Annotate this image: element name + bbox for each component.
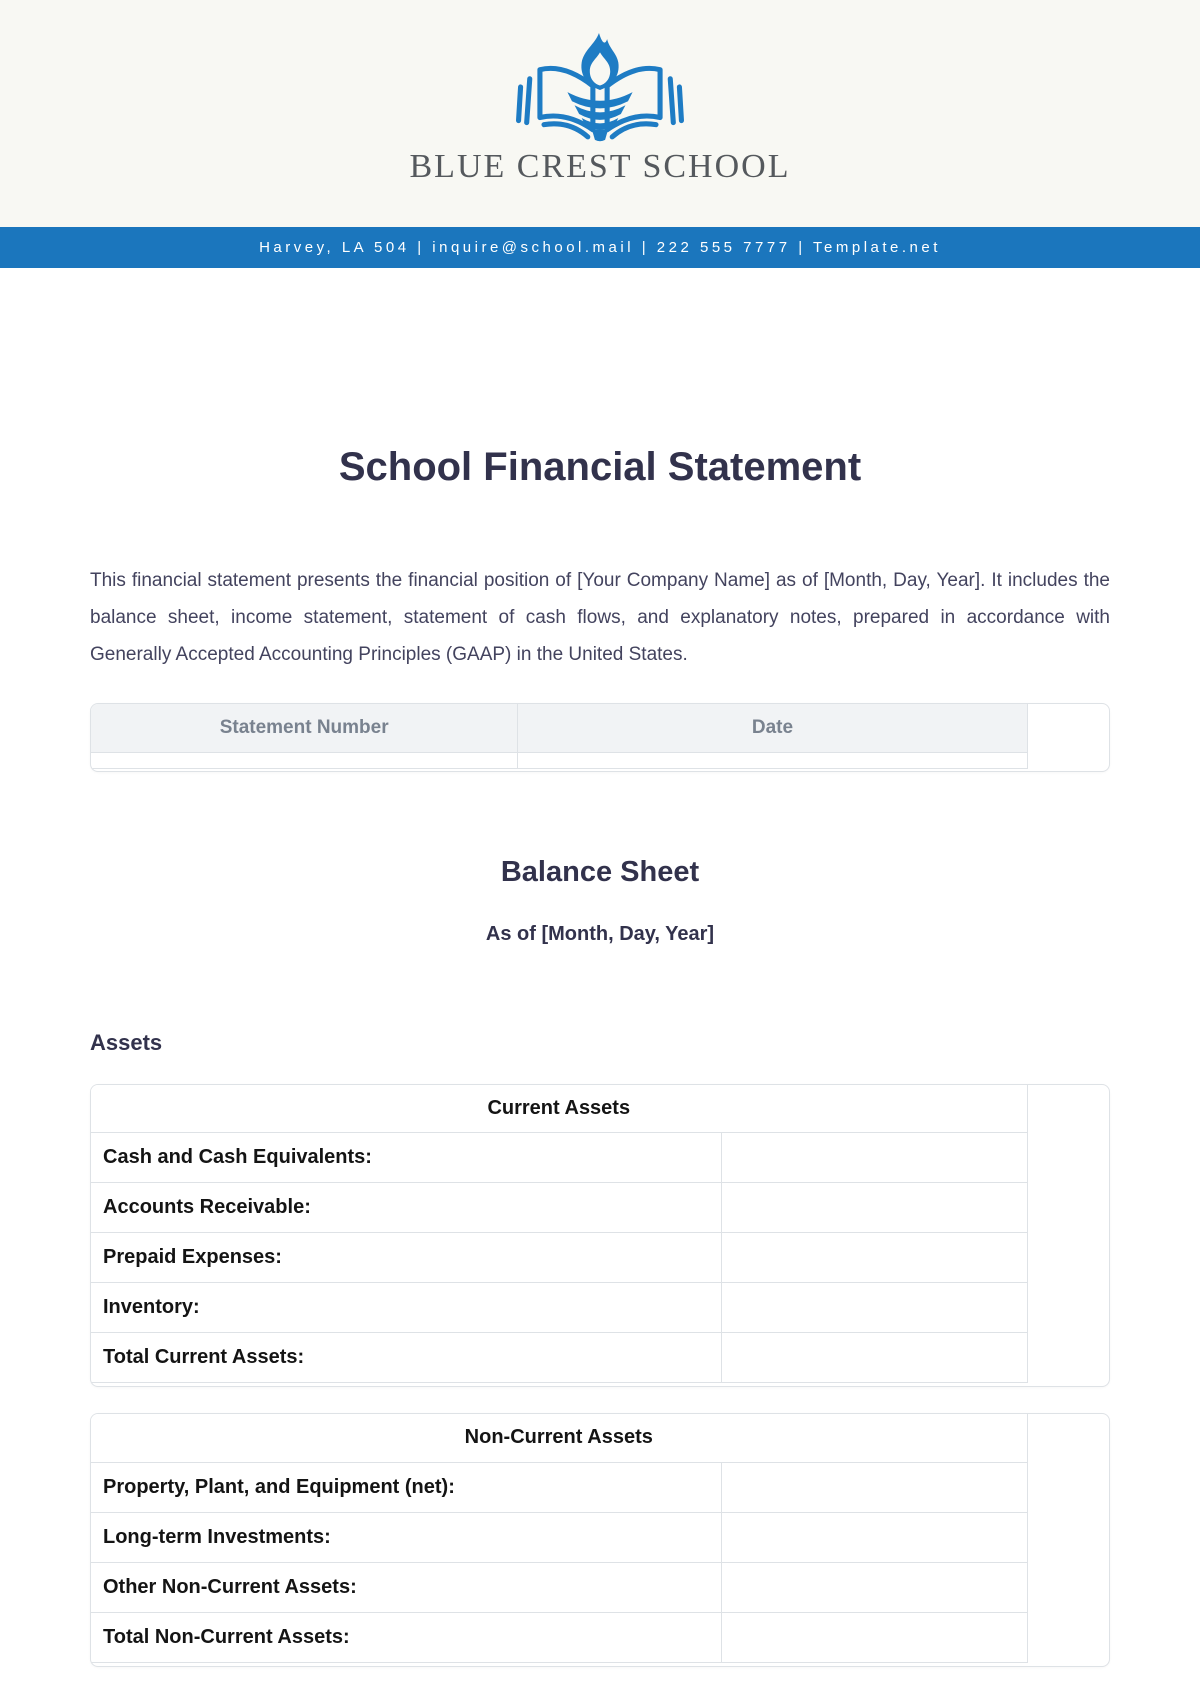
- row-label: Cash and Cash Equivalents:: [91, 1133, 722, 1183]
- table-row: [91, 1233, 1027, 1283]
- non-current-assets-title: Non-Current Assets: [91, 1414, 1027, 1462]
- table-row: [91, 1133, 1027, 1183]
- statement-number-cell: [91, 752, 518, 768]
- table-row: [91, 1512, 1027, 1562]
- table-header-row: [91, 1085, 1027, 1133]
- value-cell: [722, 1133, 1027, 1183]
- balance-sheet-subheading: As of [Month, Day, Year]: [485, 922, 715, 945]
- table-row: [91, 1562, 1027, 1612]
- table-row: [91, 1183, 1027, 1233]
- contact-bar: [0, 227, 1200, 268]
- school-name: BLUE CREST SCHOOL: [409, 148, 791, 185]
- current-assets-table: [90, 1084, 1110, 1388]
- date-header: Date: [518, 704, 1027, 752]
- value-cell: [722, 1562, 1027, 1612]
- row-label: Total Current Assets:: [91, 1333, 722, 1383]
- value-cell: [722, 1462, 1027, 1512]
- value-cell: [722, 1233, 1027, 1283]
- meta-header-row: [91, 704, 1027, 752]
- row-label: Accounts Receivable:: [91, 1183, 722, 1233]
- intro-paragraph: This financial statement presents the financial position of [Your Company Name] as of [Month, Day, Year]. It includes the balance sheet, income statement, statement of cash flows, and explanatory notes, prepared in accordance with Generally Accepted Accounting Principles (GAAP) in the United States.: [90, 570, 1110, 665]
- non-current-assets-table: [90, 1413, 1110, 1667]
- value-cell: [722, 1612, 1027, 1662]
- statement-meta-table: [90, 703, 1110, 772]
- table-row: [91, 1283, 1027, 1333]
- row-label: Inventory:: [91, 1283, 722, 1333]
- contact-line: Harvey, LA 504 | inquire@school.mail | 222 555 7777 | Template.net: [259, 239, 941, 256]
- balance-sheet-heading: Balance Sheet: [500, 855, 700, 888]
- row-label: Prepaid Expenses:: [91, 1233, 722, 1283]
- value-cell: [722, 1512, 1027, 1562]
- date-cell: [518, 752, 1027, 768]
- assets-section-heading: Assets: [90, 1029, 163, 1055]
- document-body: [0, 445, 1200, 1667]
- value-cell: [722, 1283, 1027, 1333]
- table-row: [91, 1612, 1027, 1662]
- value-cell: [722, 1333, 1027, 1383]
- torch-book-logo-icon: [512, 32, 688, 144]
- table-row: [91, 1333, 1027, 1383]
- page-title: School Financial Statement: [338, 445, 862, 489]
- value-cell: [722, 1183, 1027, 1233]
- table-header-row: [91, 1414, 1027, 1462]
- row-label: Other Non-Current Assets:: [91, 1562, 722, 1612]
- statement-number-header: Statement Number: [91, 704, 518, 752]
- row-label: Long-term Investments:: [91, 1512, 722, 1562]
- row-label: Total Non-Current Assets:: [91, 1612, 722, 1662]
- school-header: [0, 0, 1200, 227]
- table-row: [91, 1462, 1027, 1512]
- meta-blank-row: [91, 752, 1027, 768]
- row-label: Property, Plant, and Equipment (net):: [91, 1462, 722, 1512]
- current-assets-title: Current Assets: [91, 1085, 1027, 1133]
